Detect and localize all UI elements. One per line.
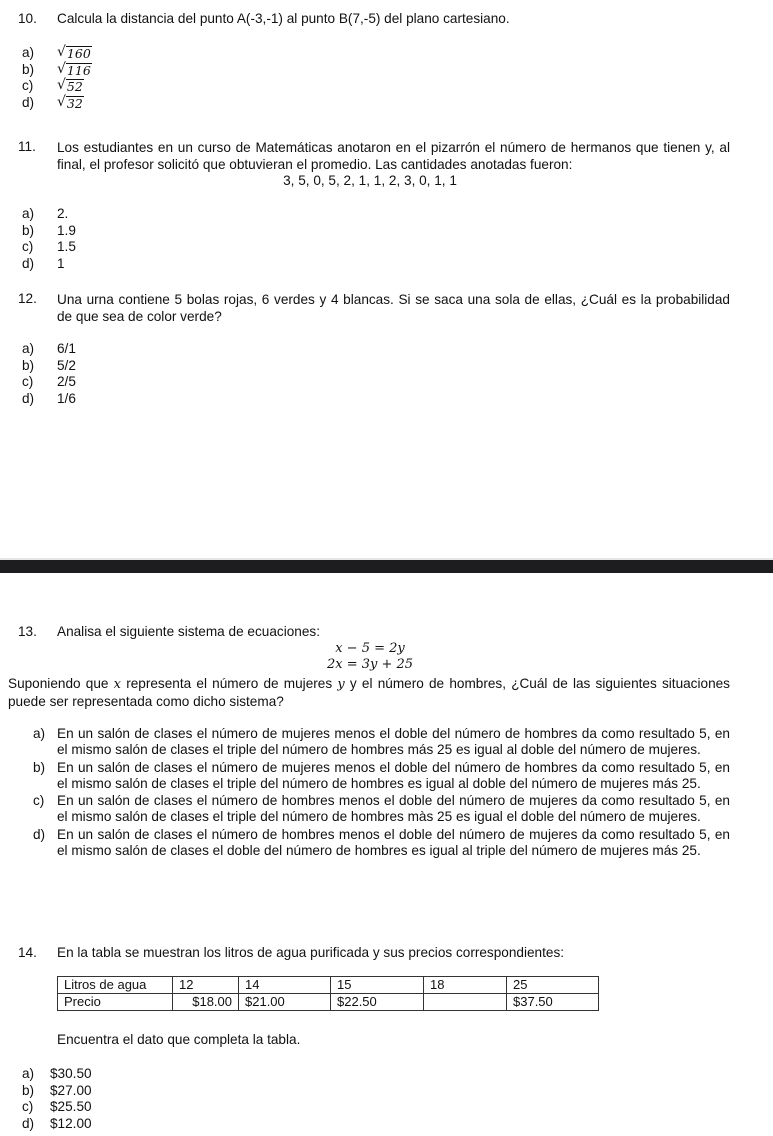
- option-12-d[interactable]: d) 1/6: [22, 390, 76, 406]
- page-divider: [0, 560, 773, 573]
- question-13-options: [33, 726, 730, 860]
- table-cell: $22.50: [331, 994, 424, 1011]
- option-10-c[interactable]: c) √ 52: [22, 77, 83, 94]
- question-11-number: 11.: [18, 139, 36, 154]
- option-12-b[interactable]: b) 5/2: [22, 357, 76, 373]
- option-10-a[interactable]: a) √ 160: [22, 44, 91, 61]
- table-cell: $21.00: [239, 994, 331, 1011]
- table-header-cell: Precio: [58, 994, 173, 1011]
- question-11-options: [22, 206, 76, 272]
- question-10-number: 10.: [18, 11, 37, 26]
- table-cell: $37.50: [507, 994, 599, 1011]
- option-14-c[interactable]: c) $25.50: [22, 1099, 92, 1114]
- option-10-d[interactable]: d) √ 32: [22, 93, 83, 111]
- question-11-text: Los estudiantes en un curso de Matemáticas anotaron en el pizarrón el número de hermanos que tienen y, al final, el profesor solicitó que obtuvieran el promedio. Las cantidades anotadas fueron:: [57, 140, 730, 172]
- question-12-number: 12.: [18, 291, 37, 306]
- table-empty-cell: [424, 994, 507, 1011]
- water-price-table: [57, 976, 599, 1011]
- option-13-d[interactable]: d) En un salón de clases el número de hombres menos el doble del número de mujeres da como resultado 5, en el mismo salón de clases el doble del número de hombres es igual al triple del número de mujeres más 25.: [33, 826, 730, 859]
- table-cell: 18: [424, 977, 507, 994]
- equation-1: x − 5 = 2y: [335, 641, 405, 656]
- option-13-c[interactable]: c) En un salón de clases el número de hombres menos el doble del número de mujeres da como resultado 5, en el mismo salón de clases el triple del número de hombres màs 25 es igual el doble del número de mujeres.: [33, 793, 730, 825]
- question-10-options: [22, 45, 92, 111]
- option-11-b[interactable]: b) 1.9: [22, 222, 76, 238]
- question-11-values: 3, 5, 0, 5, 2, 1, 1, 2, 3, 0, 1, 1: [283, 173, 457, 188]
- option-13-b[interactable]: b) En un salón de clases el número de mujeres menos el doble del número de hombres da como resultado 5, en el mismo salón de clases el triple del número de hombres es igual al doble del número de mujeres más 25.: [33, 759, 730, 791]
- option-14-a[interactable]: a) $30.50: [22, 1066, 92, 1081]
- table-header-cell: Litros de agua: [58, 977, 173, 994]
- option-14-d[interactable]: d) $12.00: [22, 1115, 92, 1131]
- question-14-options: [22, 1066, 92, 1132]
- option-12-c[interactable]: c) 2/5: [22, 374, 76, 389]
- question-12-text: Una urna contiene 5 bolas rojas, 6 verdes y 4 blancas. Si se saca una sola de ellas, ¿Cuál es la probabilidad de que sea de color verde?: [57, 292, 730, 324]
- question-14-instruction: Encuentra el dato que completa la tabla.: [57, 1032, 301, 1047]
- sqrt-expression: √ 32: [57, 93, 83, 111]
- table-cell: $18.00: [173, 994, 239, 1011]
- option-13-a[interactable]: a) En un salón de clases el número de mujeres menos el doble del número de hombres da como resultado 5, en el mismo salón de clases el triple del número de hombres más 25 es igual al doble del número de mujeres.: [33, 726, 730, 758]
- option-11-a[interactable]: a) 2.: [22, 206, 69, 221]
- question-13-prompt: Suponiendo que x representa el número de mujeres y y el número de hombres, ¿Cuál de las siguientes situaciones puede ser representada como dicho sistema?: [8, 676, 730, 709]
- sqrt-expression: √ 160: [57, 44, 91, 61]
- table-cell: 25: [507, 977, 599, 994]
- table-cell: 15: [331, 977, 424, 994]
- question-14-text: En la tabla se muestran los litros de agua purificada y sus precios correspondientes:: [57, 945, 565, 960]
- equation-2: 2x = 3y + 25: [326, 657, 414, 672]
- option-11-d[interactable]: d) 1: [22, 255, 65, 271]
- option-11-c[interactable]: c) 1.5: [22, 239, 76, 254]
- table-row: [58, 977, 599, 994]
- table-cell: 14: [239, 977, 331, 994]
- question-10-text: Calcula la distancia del punto A(-3,-1) al punto B(7,-5) del plano cartesiano.: [57, 11, 510, 26]
- question-13-text: Analisa el siguiente sistema de ecuaciones:: [57, 624, 320, 639]
- question-12-options: [22, 341, 76, 407]
- option-12-a[interactable]: a) 6/1: [22, 341, 76, 356]
- option-14-b[interactable]: b) $27.00: [22, 1082, 92, 1098]
- sqrt-expression: √ 116: [57, 60, 91, 78]
- sqrt-expression: √ 52: [57, 77, 83, 94]
- option-10-b[interactable]: b) √ 116: [22, 60, 91, 78]
- question-14-number: 14.: [18, 945, 37, 960]
- table-row: [58, 994, 599, 1011]
- table-cell: 12: [173, 977, 239, 994]
- question-13-number: 13.: [18, 624, 37, 639]
